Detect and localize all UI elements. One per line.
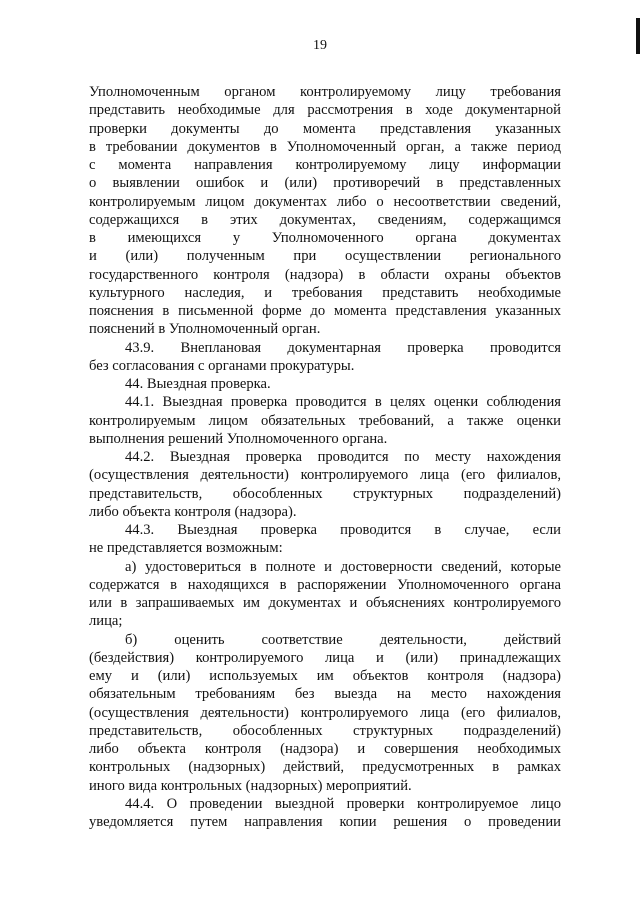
text-line: культурного наследия, и требования представить необходимые — [89, 284, 561, 301]
text-line: 44.3. Выездная проверка проводится в случае, если — [125, 522, 561, 538]
text-line: в требовании документов в Уполномоченный орган, а также период — [89, 138, 561, 155]
text-line: уведомляется путем направления копии решения о проведении — [89, 814, 561, 830]
text-line: 44.2. Выездная проверка проводится по месту нахождения — [125, 449, 561, 465]
text-line: содержащихся в этих документах, сведениям, содержащимся — [89, 211, 561, 228]
text-line: не представляется возможным: — [89, 540, 283, 557]
document-body — [89, 83, 561, 831]
text-line: государственного контроля (надзора) в области охраны объектов — [89, 266, 561, 283]
text-line: обязательным требованиям без выезда на место нахождения — [89, 686, 561, 703]
page-number: 19 — [313, 38, 327, 53]
text-line: в имеющихся у Уполномоченного органа документах — [89, 230, 561, 246]
text-line: а) удостовериться в полноте и достоверности сведений, которые — [125, 558, 561, 575]
text-line: представительств, обособленных структурных подразделений) — [89, 485, 561, 502]
text-line: Уполномоченным органом контролируемому лицу требования — [89, 84, 561, 100]
text-line: контролируемым лицом документах либо о несоответствии сведений, — [89, 193, 561, 210]
text-line: о выявлении ошибок и (или) противоречий в представленных — [89, 175, 561, 192]
text-line: пояснений в Уполномоченный орган. — [89, 321, 321, 338]
text-line: 44. Выездная проверка. — [125, 376, 271, 392]
text-line: контрольных (надзорных) действий, предусмотренных в рамках — [89, 759, 561, 776]
text-line: 43.9. Внеплановая документарная проверка проводится — [125, 339, 561, 356]
text-line: лица; — [89, 613, 123, 630]
text-line: ему и (или) используемых им объектов контроля (надзора) — [89, 668, 561, 684]
text-line: выполнения решений Уполномоченного органа. — [89, 430, 388, 447]
text-line: (бездействия) контролируемого лица и (или) принадлежащих — [89, 649, 561, 666]
text-line: представительств, обособленных структурных подразделений) — [89, 722, 561, 739]
text-line: представить необходимые для рассмотрения в ходе документарной — [89, 102, 561, 119]
text-line: 44.4. О проведении выездной проверки контролируемое лицо — [125, 795, 561, 812]
text-line: контролируемым лицом обязательных требований, а также оценки — [89, 412, 561, 429]
text-line: без согласования с органами прокуратуры. — [89, 357, 355, 374]
text-line: с момента направления контролируемому лицу информации — [89, 157, 561, 173]
text-line: (осуществления деятельности) контролируемого лица (его филиалов, — [89, 704, 561, 721]
text-line: пояснения в письменной форме до момента представления указанных — [89, 303, 561, 319]
text-line: либо объекта контроля (надзора) и совершения необходимых — [89, 741, 561, 757]
text-line: 44.1. Выездная проверка проводится в целях оценки соблюдения — [125, 394, 561, 411]
text-line: (осуществления деятельности) контролируемого лица (его филиалов, — [89, 467, 561, 484]
text-line: иного вида контрольных (надзорных) мероприятий. — [89, 777, 412, 794]
text-line: проверки документы до момента представления указанных — [89, 120, 561, 137]
text-line: или в запрашиваемых им документах и объяснениях контролируемого — [89, 595, 561, 611]
text-line: содержатся в находящихся в распоряжении Уполномоченного органа — [89, 576, 561, 593]
text-line: либо объекта контроля (надзора). — [89, 503, 297, 520]
text-line: б) оценить соответствие деятельности, действий — [125, 631, 561, 648]
text-line: и (или) полученным при осуществлении регионального — [89, 248, 561, 265]
